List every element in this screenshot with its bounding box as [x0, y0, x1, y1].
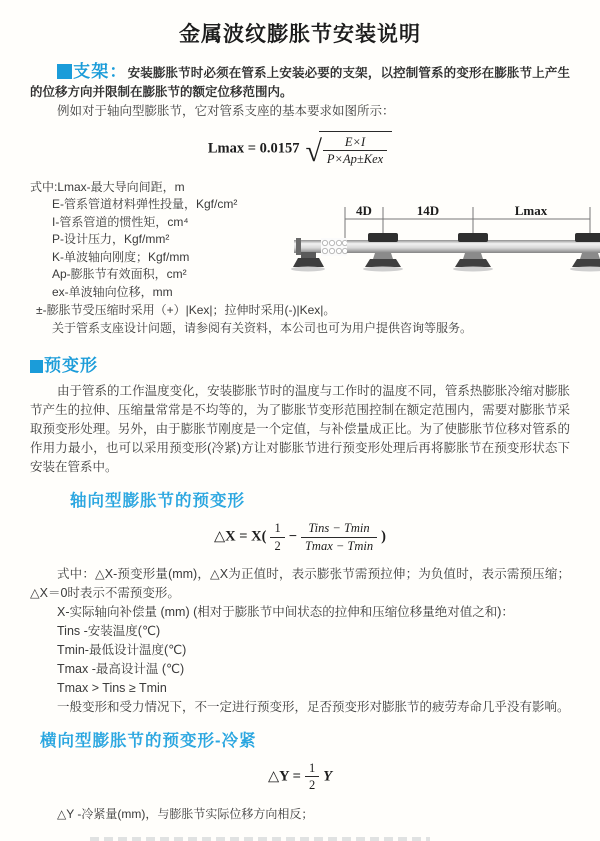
predeform-heading-text: 预变形: [44, 356, 98, 376]
definition-line: I-管系管道的惯性矩，cm⁴: [52, 214, 189, 229]
axial-line: Tmin-最低设计温度(℃): [57, 643, 187, 657]
lateral-formula-rhs: Y: [323, 768, 333, 785]
axial-formula-rhs: ): [381, 528, 386, 545]
definition-line: E-管系管道材料弹性投量，Kgf/cm²: [52, 197, 238, 212]
sqrt-radical: [305, 131, 392, 167]
section-marker-icon: [30, 360, 43, 373]
predeform-section-heading: [30, 351, 570, 376]
lateral-formula-lhs: △Y =: [267, 768, 301, 785]
support-note-line: 关于管系支座设计问题，请参阅有关资料，本公司也可为用户提供咨询等服务。: [52, 321, 473, 336]
axial-remark: 一般变形和受力情况下，不一定进行预变形，足否预变形对膨胀节的疲劳寿命几乎没有影响。: [57, 700, 570, 714]
support-section-heading: 支架：: [73, 62, 128, 81]
flange: [296, 238, 301, 255]
predeform-body-paragraph: 由于管系的工作温度变化，安装膨胀节时的温度与工作时的温度不同，管系热膨胀冷缩对膨胀节产生的拉伸、压缩量常常是不均等的，为了膨胀节变形范围控制在额定范围内，需要对膨胀节采取预变形处理。另外，由于膨胀节刚度是一个定值，与补偿量成正比。为了使膨胀节位移对管系的作用力最小，也可以采用预变形(冷紧)方让对膨胀节进行预变形处理后再将膨胀节在预变形状态下安装在管系中。: [30, 384, 570, 475]
support-intro-paragraph: [30, 62, 570, 102]
axial-line: X-实际轴向补偿量 (mm) (相对于膨胀节中间状态的拉伸和压缩位移量绝对值之和)：: [57, 605, 514, 619]
axial-formula-lhs: △X = X(: [214, 528, 267, 545]
support-example-line: 例如对于轴向型膨胀节，它对管系支座的基本要求如图所示：: [57, 104, 395, 118]
axial-line: Tmax > Tins ≥ Tmin: [57, 681, 167, 695]
lmax-formula-denominator: P×Ap±Kex: [326, 152, 384, 167]
definition-line: P-设计压力，Kgf/mm²: [52, 232, 170, 247]
axial-formula-temp-fraction: $\frac{\text{Tins − Tmin}}{Tmax - Tmin}$: [301, 521, 377, 553]
axial-subheading: 轴向型膨胀节的预变形: [70, 492, 245, 511]
cut-off-text-sliver: [90, 837, 430, 841]
axial-line: Tmax -最高设计温 (℃): [57, 662, 185, 676]
lateral-definition-line: △Y -冷紧量(mm)，与膨胀节实际位移方向相反；: [57, 806, 314, 821]
definition-line: 式中:Lmax-最大导向间距，m: [30, 179, 185, 194]
support-intro-text: 安装膨胀节时必须在管系上安装必要的支架，以控制管系的变形在膨胀节上产生的位移方向并限制在膨胀节的额定位移范围内。: [30, 66, 570, 99]
dim-label-14d: 14D: [416, 202, 440, 218]
page-title: 金属波纹膨胀节安装说明: [179, 23, 421, 46]
plus-minus-line: ±-膨胀节受压缩时采用（+）|Kex|；拉伸时采用(-)|Kex|。: [36, 303, 336, 318]
axial-formula-note: 式中：△X-预变形量(mm)，△X为正值时，表示膨张节需预拉伸；为负值时，表示需预压缩；△X＝0时表示不需预变形。: [30, 567, 570, 600]
lmax-formula-lhs: Lmax = 0.0157: [207, 140, 300, 157]
lmax-formula: [30, 131, 570, 167]
lateral-formula-half: $\frac{1}{2}$: [305, 761, 319, 793]
pipe-support-diagram-svg: [290, 201, 600, 296]
bellows-icon: [321, 238, 348, 256]
axial-formula-minus: −: [288, 528, 297, 545]
axial-definition-lines: [30, 603, 570, 698]
axial-formula-half: $\frac{1}{2}$: [270, 521, 284, 553]
definition-line: K-单波轴向刚度；Kgf/mm: [52, 249, 190, 264]
axial-line: Tins -安装温度(℃): [57, 624, 161, 638]
dim-label-4d: 4D: [356, 202, 372, 218]
dim-label-lmax: Lmax: [514, 202, 548, 218]
symbol-definitions-list: [30, 179, 290, 302]
pipe-support-diagram: [290, 201, 570, 301]
lmax-formula-numerator: E×I: [323, 135, 387, 151]
lateral-subheading: 横向型膨胀节的预变形-冷紧: [40, 732, 257, 750]
definition-line: ex-单波轴向位移，mm: [52, 284, 173, 299]
axial-formula: [30, 521, 570, 553]
lateral-formula: [30, 761, 570, 793]
section-marker-icon: [57, 64, 72, 79]
definitions-and-diagram: [30, 179, 570, 302]
definition-line: Ap-膨胀节有效面积，cm²: [52, 267, 187, 282]
radical-sign-icon: √: [305, 134, 322, 168]
